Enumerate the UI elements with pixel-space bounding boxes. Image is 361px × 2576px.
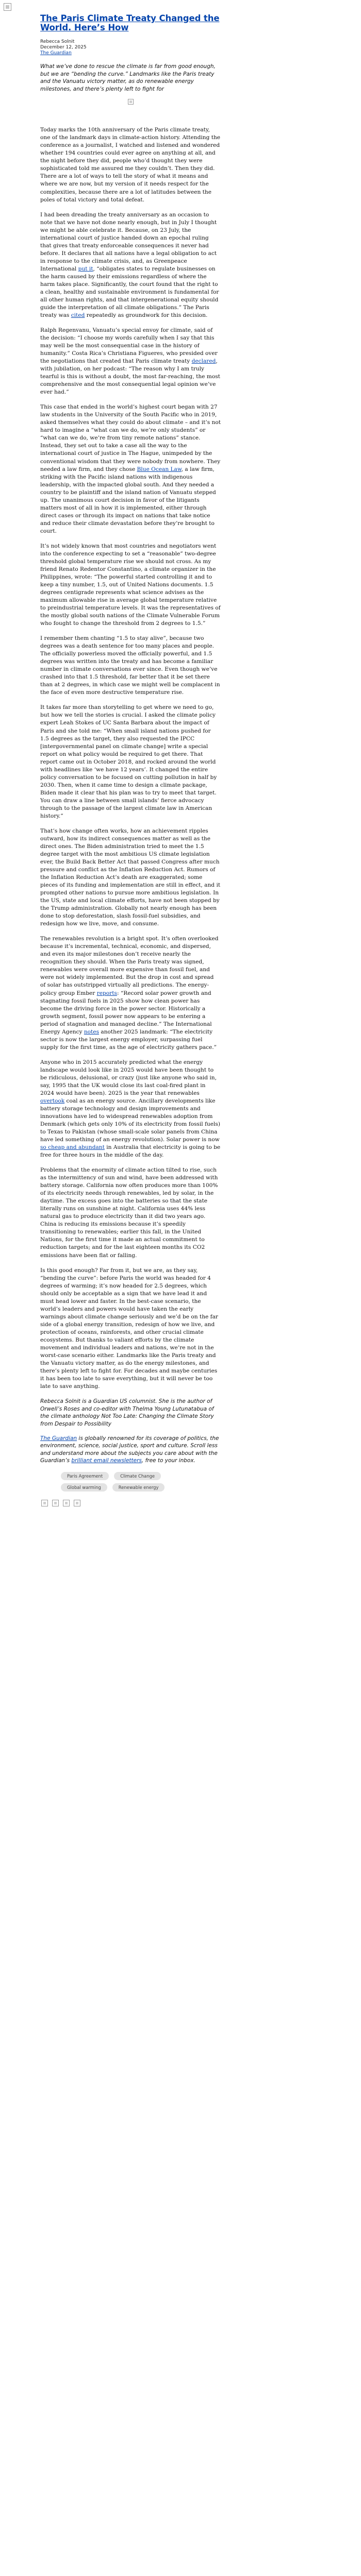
article-paragraph xyxy=(40,1267,221,1391)
paragraph-text: It’s not widely known that most countries and negotiators went into the conference expecting to set a “reasonable” two-degree threshold global temperature rise we should not cross. As my friend Renato Redentor Constantino, a climate organizer in the Philippines, wrote: “The powerful started controlling it and to keep a tiny number, 1.5, out of United Nations documents. 1.5 degrees centigrade represents what science advises as the maximum allowable rise in average global temperature relative to preindustrial temperature levels. It was the representatives of the mostly global south nations of the Climate Vulnerable Forum who fought to change the threshold from 2 degrees to 1.5.” xyxy=(40,543,221,627)
paragraph-text: Ralph Regenvanu, Vanuatu’s special envoy for climate, said of the decision: “I choose my words carefully when I say that this may well be the most consequential case in the history of humanity.” Costa Rica’s Christiana Figueres, who presided over the negotiations that created that Paris climate treaty xyxy=(40,327,218,365)
paragraph-text: It takes far more than storytelling to get where we need to go, but how we tell the stories is crucial. I asked the climate policy expert Leah Stokes of UC Santa Barbara about the impact of Paris and she told me: “When small island nations pushed for 1.5 degrees as the target, they also requested the IPCC [intergovernmental panel on climate change] write a special report on what policy would be required to get there. That report came out in October 2018, and rocked around the world with headlines like ‘we have 12 years’. It changed the entire policy conversation to be focused on cutting pollution in half by 2030. Then, when it came time to design a climate package, Biden made it clear that his plan was to try to meet that target. You can draw a line between small islands’ fierce advocacy through to the passage of the largest climate law in American history.” xyxy=(40,704,217,819)
paragraph-text: Is this good enough? Far from it, but we are, as they say, “bending the curve”: before Paris the world was headed for 4 degrees of warming; it’s now headed for 2.5 degrees, which should only be acceptable as a sign that we have lead it and must head lower and faster. In the best-case scenario, the world’s leaders and powers would have taken the early warnings about climate change seriously and we’d be on the far side of a global energy transition, redesign of how we live, and protection of oceans, rainforests, and other crucial climate ecosystems. But thanks to valiant efforts by the climate movement and individual leaders and nations, we’re not in the worst-case scenario either. Landmarks like the Paris treaty and the Vanuatu victory matter, as do the energy milestones, and there’s plenty left to fight for. For decades and maybe centuries it has been too late to save everything, but it will never be too late to save anything. xyxy=(40,1267,218,1390)
article-paragraph xyxy=(40,327,221,396)
paragraph-text: The renewables revolution is a bright spot. It’s often overlooked because it’s incremental, technical, economic, and dispersed, and even its major milestones don’t receive nearly the recognition they should. When the Paris treaty was signed, renewables were overall more expensive than fossil fuel, and were not widely implemented. But the drop in cost and spread of solar has outstripped virtually all predictions. The energy-policy group Ember xyxy=(40,936,219,996)
publisher-blurb-end: , free to your inbox. xyxy=(141,1458,195,1464)
tag-paris-agreement[interactable]: Paris Agreement xyxy=(61,1472,109,1480)
author-name: Rebecca Solnit xyxy=(40,39,75,44)
inline-link[interactable]: declared xyxy=(191,358,216,365)
tag-global-warming[interactable]: Global warming xyxy=(61,1483,107,1492)
source-link[interactable]: The Guardian xyxy=(40,50,72,56)
publisher-blurb xyxy=(40,1435,221,1465)
article-paragraph xyxy=(40,211,221,319)
inline-link[interactable]: put it xyxy=(78,265,93,272)
paragraph-text: coal as an energy source. Ancillary developments like battery storage technology and design improvements and innovations have led to widespread renewables adoption from Denmark (which gets only 10% of its electricity from fossil fuels) to Texas to Pakistan (whose small-scale solar panels from China have led something of an energy revolution). Solar power is now xyxy=(40,1097,220,1143)
inline-link[interactable]: cited xyxy=(71,312,85,318)
article-paragraph xyxy=(40,403,221,535)
inline-link[interactable]: notes xyxy=(84,1028,100,1035)
article-paragraph xyxy=(40,543,221,628)
article-paragraph xyxy=(40,1166,221,1259)
site-logo-icon[interactable] xyxy=(4,3,11,11)
guardian-link[interactable]: The Guardian xyxy=(40,1435,77,1442)
paragraph-text: This case that ended in the world’s highest court began with 27 law students in the University of the South Pacific who in 2019, asked themselves what they could do about climate – and it’s not hard to imagine a “what can we do, we’re only students” or “what can we do, we’re from tiny remote nations” stance. Instead, they set out to take a case all the way to the international court of justice in The Hague, unimpeded by the conventional wisdom that they were nobody from nowhere. They needed a law firm, and they chose xyxy=(40,404,221,472)
paragraph-text: , a law firm, striking with the Pacific island nations with indigenous leadership, with the impacted global south. And they needed a country to be plaintiff and the island nation of Vanuatu stepped up. The unanimous court decision in favor of the litigants matters most of all in how it is implemented, either through direct cases or through its impact on nations that take notice and reduce their climate devastation before they’re brought to court. xyxy=(40,466,216,534)
share-icons xyxy=(41,1500,221,1506)
paragraph-text: repeatedly as groundwork for this decision. xyxy=(85,312,208,318)
paragraph-text: in Australia that electricity is going to be free for three hours in the middle of the day. xyxy=(40,1144,221,1159)
article-body xyxy=(40,126,221,1391)
article-paragraph xyxy=(40,1059,221,1159)
article-paragraph xyxy=(40,635,221,697)
article-paragraph xyxy=(40,827,221,928)
newsletters-link[interactable]: brilliant email newsletters xyxy=(71,1458,142,1464)
article-paragraph xyxy=(40,126,221,204)
byline xyxy=(40,39,221,56)
inline-link[interactable]: overtook xyxy=(40,1097,65,1104)
twitter-icon[interactable] xyxy=(52,1500,59,1506)
facebook-icon[interactable] xyxy=(41,1500,48,1506)
paragraph-text: I remember them chanting “1.5 to stay alive”, because two degrees was a death sentence for too many places and people. The officially powerless moved the officially powerful, and 1.5 degrees was written into the treaty and has become a familiar number in climate conversations ever since. Even though we’ve crashed into that 1.5 threshold, far better that it be set there than at 2 degrees, in which case we might well be complacent in the face of even more destructive temperature rise. xyxy=(40,635,220,696)
article xyxy=(40,0,221,1506)
email-icon[interactable] xyxy=(63,1500,70,1506)
author-bio-text: Rebecca Solnit is a Guardian US columnist. She is the author of Orwell’s Roses and co-editor with Thelma Young Lutunatabua of the climate anthology Not Too Late: Changing the Climate Story from Despair to Possibility xyxy=(40,1398,214,1427)
inline-link[interactable]: Blue Ocean Law xyxy=(137,466,182,472)
tag-climate-change[interactable]: Climate Change xyxy=(114,1472,161,1480)
paragraph-text: another 2025 landmark: “The electricity sector is now the largest energy employer, surpassing fuel supply for the first time, as the age of electricity gathers pace.” xyxy=(40,1028,217,1050)
tag-renewable-energy[interactable]: Renewable energy xyxy=(112,1483,165,1492)
link-icon[interactable] xyxy=(74,1500,80,1506)
paragraph-text: I had been dreading the treaty anniversary as an occasion to note that we have not done nearly enough, but in July I thought we might be able celebrate it. Because, on 23 July, the international court of justice handed down an epochal ruling that gives that treaty enforceable consequences it never had before. It declares that all nations have a legal obligation to act in response to the climate crisis, and, as Greenpeace International xyxy=(40,211,217,272)
paragraph-text: : “Record solar power growth and stagnating fossil fuels in 2025 show how clean power has become the driving force in the power sector. Historically a growth segment, fossil power now appears to be entering a period of stagnation and managed decline.” The International Energy Agency xyxy=(40,990,212,1035)
article-paragraph xyxy=(40,704,221,820)
inline-link[interactable]: reports xyxy=(96,990,117,996)
publisher-blurb-text: is globally renowned for its coverage of politics, the environment, science, social justice, sport and culture. Scroll less and understand more about the subjects you care about with the Guardian’s xyxy=(40,1435,219,1464)
paragraph-text: , “obligates states to regulate businesses on the harm caused by their emissions regardless of where the harm takes place. Significantly, the court found that the right to a clean, healthy and sustainable environment is fundamental for all other human rights, and that intergenerational equity should guide the interpretation of all climate obligations.” The Paris treaty was xyxy=(40,265,219,318)
tag-list xyxy=(61,1472,200,1492)
paragraph-text: Today marks the 10th anniversary of the Paris climate treaty, one of the landmark days in climate-action history. Attending the conference as a journalist, I watched and listened and wondered whether 194 countries could ever agree on anything at all, and the night before they did, people who’d thought they were sophisticated told me assured me they couldn’t. Then they did. There are a lot of ways to tell the story of what it means and where we are now, but my version of it needs respect for the complexities, because there are a lot of latitudes between the poles of total victory and total defeat. xyxy=(40,127,221,203)
author-bio xyxy=(40,1398,221,1428)
publish-date: December 12, 2025 xyxy=(40,44,87,50)
paragraph-text: Anyone who in 2015 accurately predicted what the energy landscape would look like in 2025 would have been thought to be ridiculous, delusional, or crazy (just like anyone who said in, say, 1995 that the UK would close its last coal-fired plant in 2024 would have been). 2025 is the year that renewables xyxy=(40,1059,217,1096)
paragraph-text: That’s how change often works, how an achievement ripples outward, how its indirect consequences matter as well as the direct ones. The Biden administration tried to meet the 1.5 degree target with the most ambitious US climate legislation ever, the Build Back Better Act that passed Congress after much pressure and conflict as the Inflation Reduction Act. Rumors of the Inflation Reduction Act’s death are exaggerated; some pieces of its funding and implementation are still in effect, and it prompted other nations to pursue more ambitious legislation. In the US, state and local climate efforts, have not been stopped by the Trump administration. Globally not nearly enough has been done to stop deforestation, slash fossil-fuel subsidies, and redesign how we live, move, and consume. xyxy=(40,827,221,927)
inline-link[interactable]: so cheap and abundant xyxy=(40,1144,105,1151)
standfirst: What we’ve done to rescue the climate is far from good enough, but we are “bending the curve.” Landmarks like the Paris treaty and the Vanuatu victory matter, as do renewable energy milestones, and there’s plenty left to fight for xyxy=(40,63,216,92)
article-image-icon xyxy=(128,99,134,105)
headline[interactable]: The Paris Climate Treaty Changed the World. Here’s How xyxy=(40,13,220,33)
article-paragraph xyxy=(40,935,221,1051)
paragraph-text: , with jubilation, on her podcast: “The reason why I am truly tearful is this is without a doubt, the most far-reaching, the most comprehensive and the most consequential legal opinion we’ve ever had.” xyxy=(40,358,220,396)
paragraph-text: Problems that the enormity of climate action tilted to rise, such as the intermittency of sun and wind, have been addressed with battery storage. California now often produces more than 100% of its electricity needs through renewables, led by solar, in the daytime. The excess goes into the batteries so that the state literally runs on sunshine at night. California uses 44% less natural gas to produce electricity than it did two years ago. China is reducing its emissions because it’s speedily transitioning to renewables; earlier this fall, in the United Nations, for the first time it made an actual commitment to reduction targets; and for the last eighteen months its CO2 emissions have been flat or falling. xyxy=(40,1167,218,1259)
